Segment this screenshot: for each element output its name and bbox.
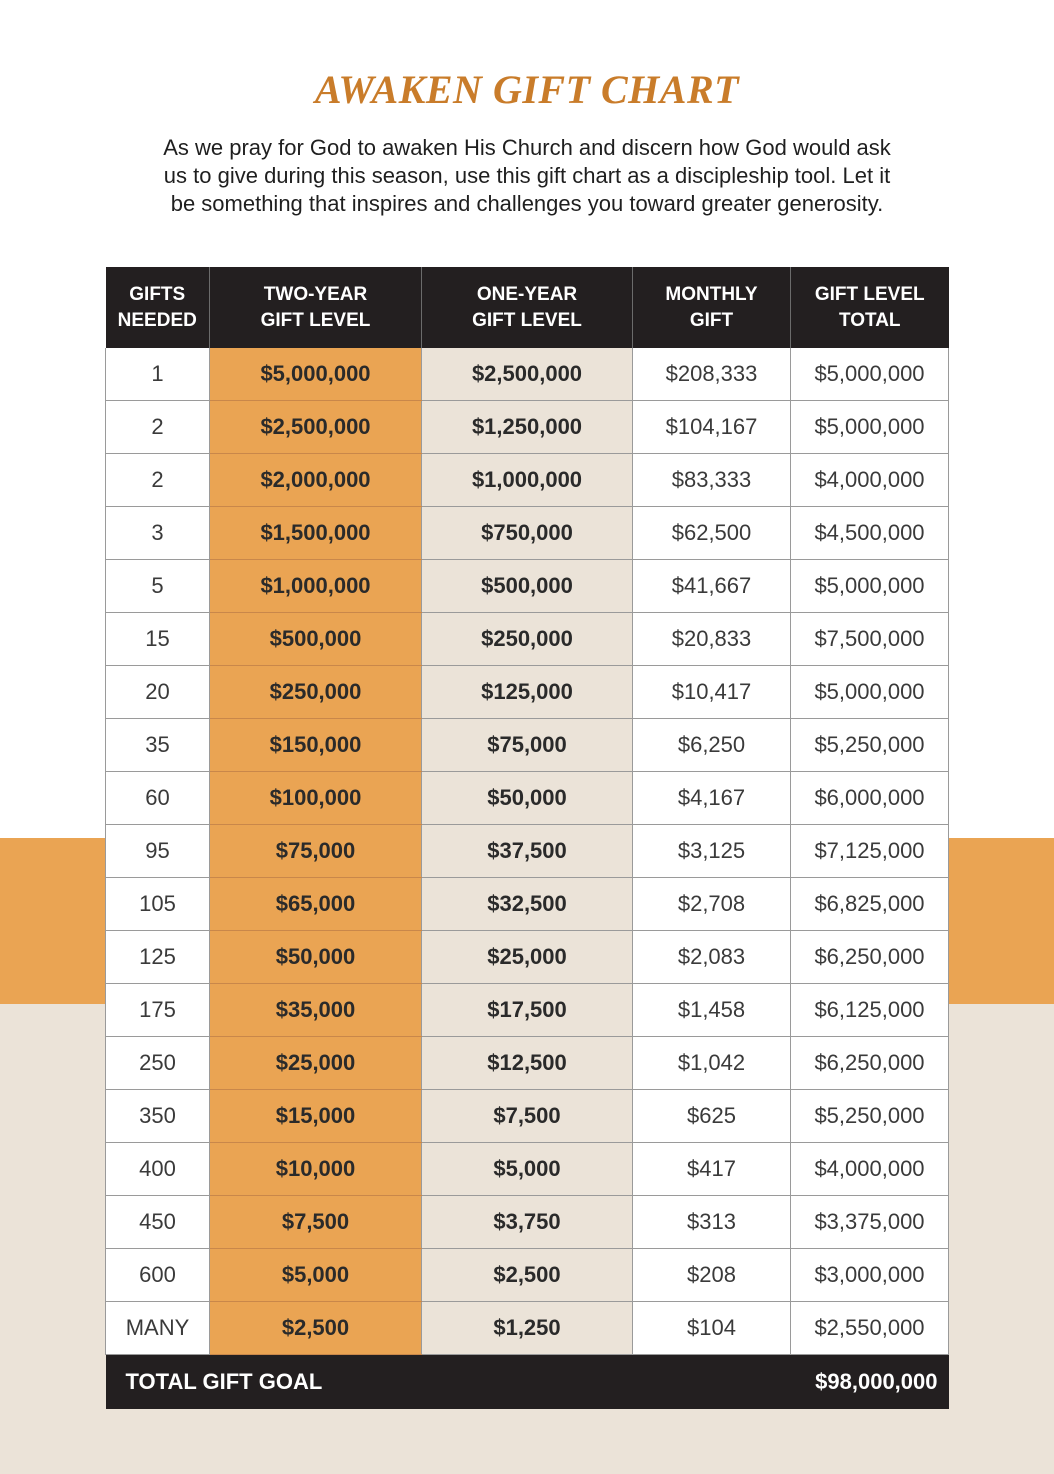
- gifts-needed-cell: 3: [106, 507, 210, 560]
- gifts-needed-cell: 400: [106, 1143, 210, 1196]
- intro-paragraph: As we pray for God to awaken His Church and discern how God would ask us to give during this season, use this gift chart as a discipleship tool. Let it be something that inspires and challenges you toward greater generosity.: [163, 135, 891, 216]
- table-row: [106, 1249, 949, 1302]
- table-header-row: [106, 267, 949, 348]
- gift-level-total-cell: $6,825,000: [791, 878, 949, 931]
- one-year-gift-cell: $1,000,000: [422, 454, 633, 507]
- monthly-gift-cell: $20,833: [633, 613, 791, 666]
- two-year-gift-cell: $50,000: [210, 931, 422, 984]
- table-row: [106, 560, 949, 613]
- table-row: [106, 984, 949, 1037]
- two-year-gift-cell: $2,500: [210, 1302, 422, 1355]
- gift-level-total-cell: $6,250,000: [791, 1037, 949, 1090]
- gift-level-total-cell: $5,250,000: [791, 1090, 949, 1143]
- two-year-gift-cell: $1,500,000: [210, 507, 422, 560]
- one-year-gift-cell: $250,000: [422, 613, 633, 666]
- total-gift-goal-amount: $98,000,000: [633, 1355, 949, 1410]
- two-year-gift-cell: $5,000,000: [210, 348, 422, 401]
- gifts-needed-cell: 1: [106, 348, 210, 401]
- monthly-gift-cell: $208: [633, 1249, 791, 1302]
- one-year-gift-cell: $12,500: [422, 1037, 633, 1090]
- two-year-gift-cell: $75,000: [210, 825, 422, 878]
- total-gift-goal-row: [106, 1355, 949, 1410]
- monthly-gift-cell: $104,167: [633, 401, 791, 454]
- total-gift-goal-label: TOTAL GIFT GOAL: [106, 1355, 633, 1410]
- header-monthly-gift: MONTHLY GIFT: [633, 267, 791, 348]
- one-year-gift-cell: $7,500: [422, 1090, 633, 1143]
- monthly-gift-cell: $83,333: [633, 454, 791, 507]
- two-year-gift-cell: $150,000: [210, 719, 422, 772]
- gifts-needed-cell: 2: [106, 401, 210, 454]
- two-year-gift-cell: $35,000: [210, 984, 422, 1037]
- monthly-gift-cell: $417: [633, 1143, 791, 1196]
- gift-level-total-cell: $4,000,000: [791, 1143, 949, 1196]
- table-row: [106, 1196, 949, 1249]
- monthly-gift-cell: $62,500: [633, 507, 791, 560]
- monthly-gift-cell: $1,042: [633, 1037, 791, 1090]
- gift-level-total-cell: $7,500,000: [791, 613, 949, 666]
- one-year-gift-cell: $5,000: [422, 1143, 633, 1196]
- table-row: [106, 613, 949, 666]
- one-year-gift-cell: $500,000: [422, 560, 633, 613]
- gift-level-total-cell: $3,000,000: [791, 1249, 949, 1302]
- table-row: [106, 1302, 949, 1355]
- gift-level-total-cell: $5,250,000: [791, 719, 949, 772]
- one-year-gift-cell: $1,250: [422, 1302, 633, 1355]
- monthly-gift-cell: $4,167: [633, 772, 791, 825]
- two-year-gift-cell: $10,000: [210, 1143, 422, 1196]
- header-gifts-needed: GIFTS NEEDED: [106, 267, 210, 348]
- table-row: [106, 666, 949, 719]
- gift-level-total-cell: $6,000,000: [791, 772, 949, 825]
- gifts-needed-cell: 20: [106, 666, 210, 719]
- two-year-gift-cell: $2,500,000: [210, 401, 422, 454]
- gifts-needed-cell: 125: [106, 931, 210, 984]
- table-row: [106, 772, 949, 825]
- monthly-gift-cell: $10,417: [633, 666, 791, 719]
- one-year-gift-cell: $125,000: [422, 666, 633, 719]
- one-year-gift-cell: $2,500: [422, 1249, 633, 1302]
- two-year-gift-cell: $1,000,000: [210, 560, 422, 613]
- table-row: [106, 825, 949, 878]
- gifts-needed-cell: 35: [106, 719, 210, 772]
- table-row: [106, 401, 949, 454]
- two-year-gift-cell: $5,000: [210, 1249, 422, 1302]
- monthly-gift-cell: $208,333: [633, 348, 791, 401]
- gifts-needed-cell: 60: [106, 772, 210, 825]
- monthly-gift-cell: $6,250: [633, 719, 791, 772]
- monthly-gift-cell: $2,083: [633, 931, 791, 984]
- header-one-year-gift-level: ONE-YEAR GIFT LEVEL: [422, 267, 633, 348]
- two-year-gift-cell: $15,000: [210, 1090, 422, 1143]
- one-year-gift-cell: $32,500: [422, 878, 633, 931]
- gift-level-total-cell: $6,125,000: [791, 984, 949, 1037]
- table-row: [106, 931, 949, 984]
- gift-level-total-cell: $5,000,000: [791, 666, 949, 719]
- two-year-gift-cell: $500,000: [210, 613, 422, 666]
- one-year-gift-cell: $25,000: [422, 931, 633, 984]
- header-gift-level-total: GIFT LEVEL TOTAL: [791, 267, 949, 348]
- gifts-needed-cell: 250: [106, 1037, 210, 1090]
- gift-level-total-cell: $5,000,000: [791, 560, 949, 613]
- two-year-gift-cell: $100,000: [210, 772, 422, 825]
- table-row: [106, 719, 949, 772]
- one-year-gift-cell: $2,500,000: [422, 348, 633, 401]
- one-year-gift-cell: $750,000: [422, 507, 633, 560]
- gift-chart-table: [105, 267, 949, 1409]
- one-year-gift-cell: $75,000: [422, 719, 633, 772]
- gifts-needed-cell: MANY: [106, 1302, 210, 1355]
- table-body: [106, 348, 949, 1355]
- gift-level-total-cell: $5,000,000: [791, 401, 949, 454]
- gifts-needed-cell: 15: [106, 613, 210, 666]
- gifts-needed-cell: 600: [106, 1249, 210, 1302]
- two-year-gift-cell: $2,000,000: [210, 454, 422, 507]
- one-year-gift-cell: $37,500: [422, 825, 633, 878]
- gift-level-total-cell: $4,000,000: [791, 454, 949, 507]
- monthly-gift-cell: $3,125: [633, 825, 791, 878]
- gift-level-total-cell: $6,250,000: [791, 931, 949, 984]
- two-year-gift-cell: $7,500: [210, 1196, 422, 1249]
- gifts-needed-cell: 2: [106, 454, 210, 507]
- two-year-gift-cell: $25,000: [210, 1037, 422, 1090]
- gifts-needed-cell: 175: [106, 984, 210, 1037]
- monthly-gift-cell: $1,458: [633, 984, 791, 1037]
- gift-level-total-cell: $2,550,000: [791, 1302, 949, 1355]
- one-year-gift-cell: $1,250,000: [422, 401, 633, 454]
- table-row: [106, 348, 949, 401]
- page-title: AWAKEN GIFT CHART: [314, 67, 740, 112]
- table-row: [106, 1090, 949, 1143]
- gifts-needed-cell: 450: [106, 1196, 210, 1249]
- gifts-needed-cell: 105: [106, 878, 210, 931]
- one-year-gift-cell: $3,750: [422, 1196, 633, 1249]
- gift-level-total-cell: $4,500,000: [791, 507, 949, 560]
- header-two-year-gift-level: TWO-YEAR GIFT LEVEL: [210, 267, 422, 348]
- table-row: [106, 878, 949, 931]
- monthly-gift-cell: $104: [633, 1302, 791, 1355]
- monthly-gift-cell: $313: [633, 1196, 791, 1249]
- monthly-gift-cell: $41,667: [633, 560, 791, 613]
- gifts-needed-cell: 95: [106, 825, 210, 878]
- table-row: [106, 507, 949, 560]
- table-row: [106, 1037, 949, 1090]
- two-year-gift-cell: $65,000: [210, 878, 422, 931]
- gift-level-total-cell: $7,125,000: [791, 825, 949, 878]
- gift-level-total-cell: $5,000,000: [791, 348, 949, 401]
- one-year-gift-cell: $50,000: [422, 772, 633, 825]
- one-year-gift-cell: $17,500: [422, 984, 633, 1037]
- gifts-needed-cell: 350: [106, 1090, 210, 1143]
- gifts-needed-cell: 5: [106, 560, 210, 613]
- monthly-gift-cell: $2,708: [633, 878, 791, 931]
- monthly-gift-cell: $625: [633, 1090, 791, 1143]
- two-year-gift-cell: $250,000: [210, 666, 422, 719]
- table-row: [106, 1143, 949, 1196]
- table-row: [106, 454, 949, 507]
- gift-level-total-cell: $3,375,000: [791, 1196, 949, 1249]
